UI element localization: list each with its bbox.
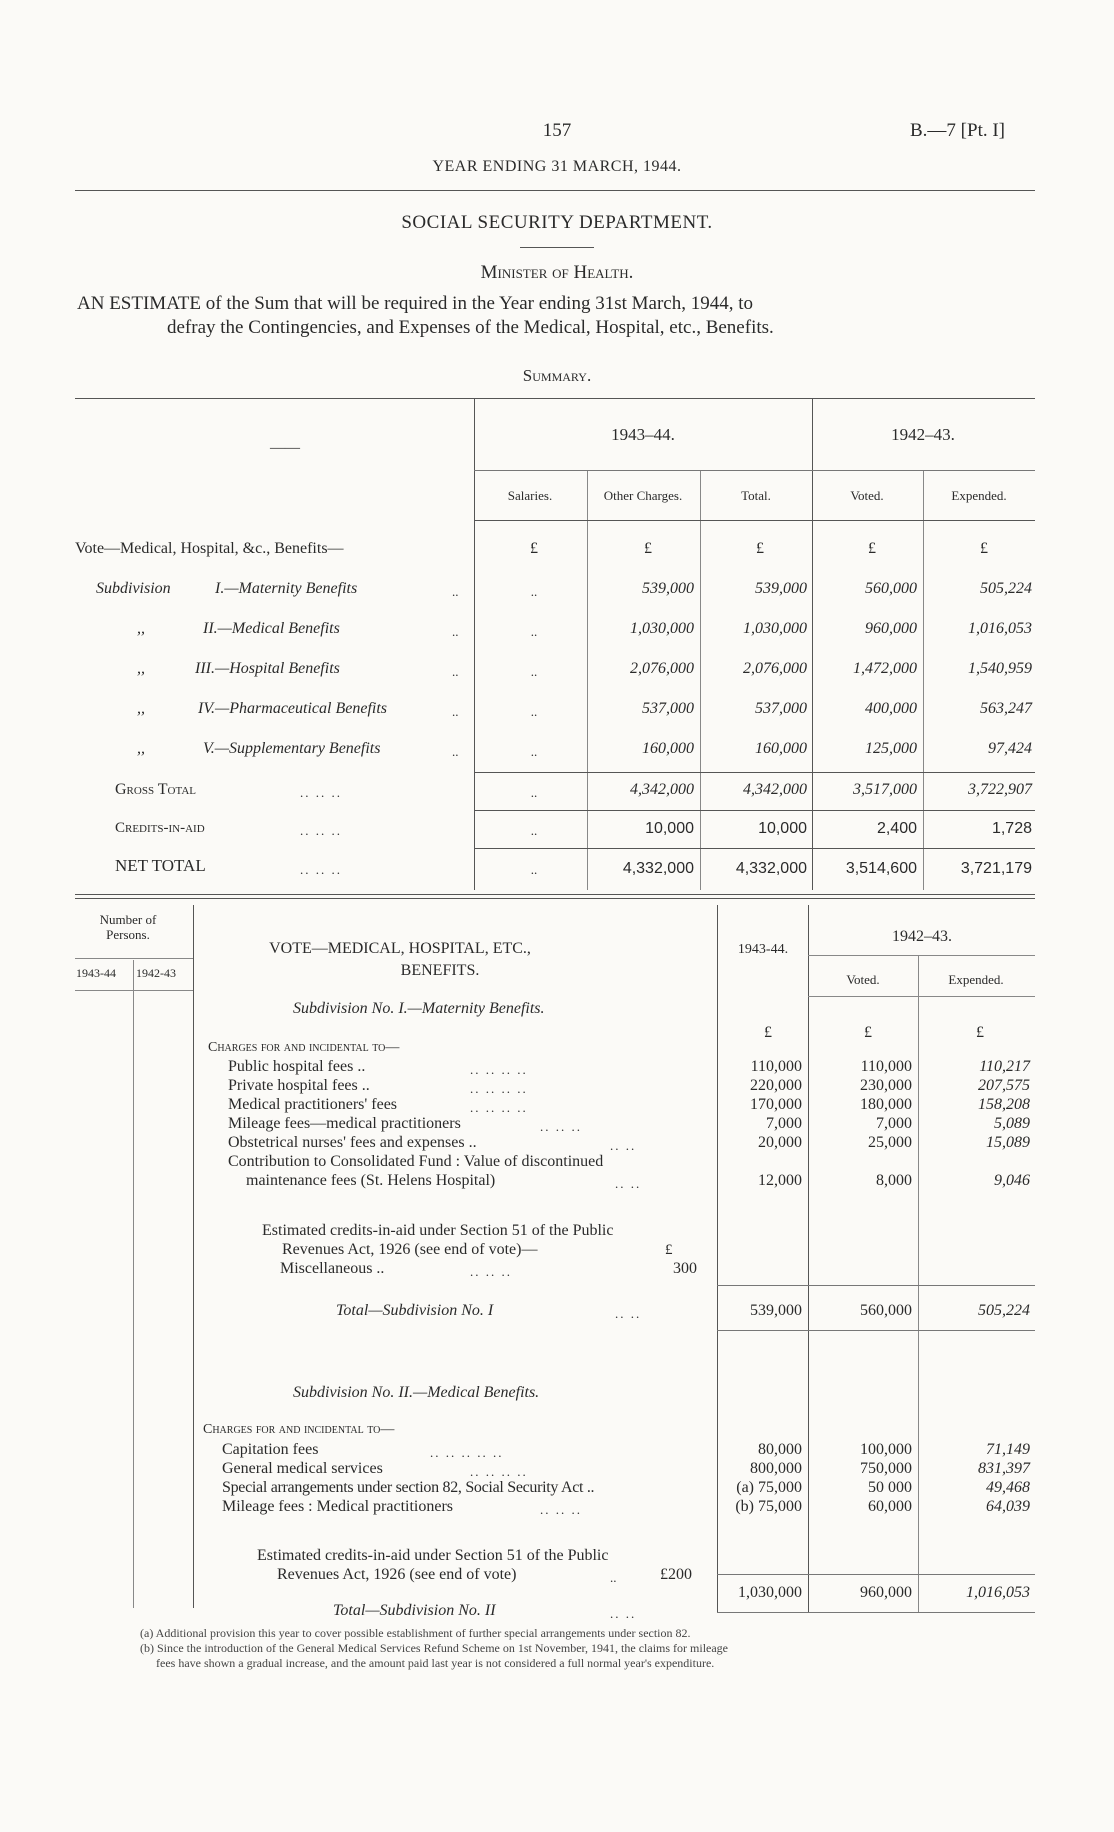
voted-value: 3,517,000 — [853, 781, 917, 798]
detail-col-voted: Voted. — [846, 972, 880, 987]
summary-bottom-rule — [75, 894, 1035, 895]
value-voted: 110,000 — [860, 1058, 912, 1075]
row-label: I.—Maternity Benefits — [215, 580, 358, 597]
expended-value: 1,728 — [991, 820, 1032, 837]
value-1943: 1,030,000 — [738, 1584, 802, 1601]
credits-value: £200 — [660, 1566, 692, 1583]
credits-line-1: Estimated credits-in-aid under Section 51 of the Public — [262, 1222, 614, 1239]
summary-col-1942: 1942–43. — [891, 425, 955, 444]
expended-value: 3,722,907 — [968, 781, 1032, 798]
value-voted: 750,000 — [860, 1460, 912, 1477]
value-expended: 64,039 — [986, 1498, 1030, 1515]
document-reference: B.—7 [Pt. I] — [910, 120, 1005, 141]
summary-divider — [923, 470, 924, 890]
row-label: IV.—Pharmaceutical Benefits — [198, 700, 387, 717]
leader-dots: .. — [452, 744, 459, 759]
pound-sign: £ — [756, 540, 764, 557]
sub2-bottom-rule — [717, 1612, 1035, 1613]
total-value: 4,332,000 — [735, 860, 807, 877]
sub1-title: Subdivision No. I.—Maternity Benefits. — [293, 1000, 545, 1017]
pound-sign: £ — [864, 1024, 872, 1041]
leader-dots: .. — [452, 624, 459, 639]
money-header-rule — [808, 955, 1035, 956]
salaries-value: .. — [530, 785, 538, 800]
value-expended: 15,089 — [986, 1134, 1030, 1151]
item-label: Mileage fees—medical practitioners — [228, 1115, 461, 1132]
pound-sign: £ — [530, 540, 538, 557]
voted-value: 960,000 — [865, 620, 917, 637]
footnote-b: (b) Since the introduction of the General Medical Services Refund Scheme on 1st November, 1941, the claims for mileage — [140, 1641, 729, 1655]
pound-sign: £ — [980, 540, 988, 557]
summary-divider — [700, 470, 701, 890]
row-prefix: ,, — [137, 660, 145, 677]
header-rule — [75, 190, 1035, 191]
salaries-value: .. — [530, 862, 538, 877]
other-charges-value: 4,342,000 — [630, 781, 694, 798]
persons-rule — [75, 958, 193, 959]
credits-label: Credits-in-aid — [115, 820, 205, 836]
voted-value: 125,000 — [865, 740, 917, 757]
credits-line-2: Revenues Act, 1926 (see end of vote) — [277, 1566, 517, 1583]
value-1943: 800,000 — [750, 1460, 802, 1477]
leader-dots: .. — [452, 584, 459, 599]
value-1943: (a) 75,000 — [736, 1479, 802, 1496]
other-charges-value: 4,332,000 — [622, 860, 694, 877]
net-rule — [474, 848, 1035, 849]
leader-dots: .. .. — [615, 1176, 642, 1191]
leader-dots: .. .. .. .. — [470, 1464, 528, 1479]
item-label: Mileage fees : Medical practitioners — [222, 1498, 454, 1515]
voted-value: 2,400 — [876, 820, 917, 837]
leader-dots: .. .. — [610, 1138, 637, 1153]
col-salaries: Salaries. — [507, 488, 553, 503]
leader-dots: .. .. .. — [300, 823, 342, 838]
total-label: Total—Subdivision No. II — [333, 1602, 496, 1619]
other-charges-value: 1,030,000 — [630, 620, 694, 637]
value-expended: 71,149 — [986, 1441, 1030, 1458]
salaries-value: .. — [530, 664, 538, 679]
summary-bottom-rule — [75, 898, 1035, 899]
persons-rule — [75, 990, 193, 991]
estimate-line-1: AN ESTIMATE of the Sum that will be required in the Year ending 31st March, 1944, to — [77, 293, 753, 314]
value-voted: 8,000 — [876, 1172, 912, 1189]
sub1-charges-heading: Charges for and incidental to— — [208, 1040, 400, 1055]
total-value: 10,000 — [758, 820, 807, 837]
total-value: 537,000 — [755, 700, 807, 717]
gross-total-label: Gross Total — [115, 781, 197, 798]
persons-divider — [133, 960, 134, 1608]
footnote-a: (a) Additional provision this year to cover possible establishment of further special arrangements under section 82. — [140, 1626, 691, 1640]
number-of-persons: Number of Persons. — [99, 912, 157, 942]
leader-dots: .. .. — [610, 1606, 637, 1621]
summary-header-bottom-rule — [474, 520, 1035, 521]
pound-sign: £ — [644, 540, 652, 557]
row-label: V.—Supplementary Benefits — [203, 740, 381, 757]
salaries-value: .. — [530, 744, 538, 759]
voted-value: 560,000 — [865, 580, 917, 597]
expended-value: 1,016,053 — [968, 620, 1032, 637]
value-1943: 170,000 — [750, 1096, 802, 1113]
leader-dots: .. .. — [615, 1306, 642, 1321]
row-prefix: Subdivision — [96, 580, 171, 597]
value-expended: 110,217 — [979, 1058, 1030, 1075]
value-1943: 220,000 — [750, 1077, 802, 1094]
expended-value: 97,424 — [988, 740, 1032, 757]
item-label: Obstetrical nurses' fees and expenses .. — [228, 1134, 477, 1151]
leader-dots: .. .. .. .. — [470, 1081, 528, 1096]
value-1943: 110,000 — [750, 1058, 802, 1075]
total-value: 160,000 — [755, 740, 807, 757]
value-1943: 12,000 — [758, 1172, 802, 1189]
total-label: Total—Subdivision No. I — [336, 1302, 494, 1319]
row-label: II.—Medical Benefits — [203, 620, 340, 637]
credits-line-1: Estimated credits-in-aid under Section 51 of the Public — [257, 1547, 609, 1564]
voted-value: 1,472,000 — [853, 660, 917, 677]
value-voted: 960,000 — [860, 1584, 912, 1601]
value-expended: 207,575 — [978, 1077, 1030, 1094]
total-value: 2,076,000 — [743, 660, 807, 677]
misc-value: 300 — [673, 1260, 697, 1277]
summary-title: Summary. — [522, 366, 592, 385]
value-voted: 25,000 — [868, 1134, 912, 1151]
item-label: Public hospital fees .. — [228, 1058, 366, 1075]
leader-dots: .. .. .. — [470, 1264, 512, 1279]
other-charges-value: 160,000 — [642, 740, 694, 757]
year-line: YEAR ENDING 31 MARCH, 1944. — [432, 158, 682, 175]
value-expended: 831,397 — [978, 1460, 1030, 1477]
value-1943: 80,000 — [758, 1441, 802, 1458]
leader-dots: .. — [452, 664, 459, 679]
item-label: Private hospital fees .. — [228, 1077, 370, 1094]
salaries-value: .. — [530, 704, 538, 719]
value-voted: 560,000 — [860, 1302, 912, 1319]
detail-col-expended: Expended. — [948, 972, 1004, 987]
leader-dots: .. .. .. — [540, 1502, 582, 1517]
summary-subheader-rule — [474, 470, 1035, 471]
item-label: Capitation fees — [222, 1441, 319, 1458]
value-voted: 7,000 — [876, 1115, 912, 1132]
title-rule — [520, 247, 594, 248]
credits-pound: £ — [665, 1242, 673, 1258]
summary-divider — [587, 470, 588, 890]
persons-year-1942: 1942-43 — [136, 966, 176, 980]
net-total-label: NET TOTAL — [115, 856, 206, 875]
value-expended: 158,208 — [978, 1096, 1030, 1113]
vote-label: Vote—Medical, Hospital, &c., Benefits— — [75, 540, 344, 557]
summary-divider — [812, 398, 813, 890]
misc-label: Miscellaneous .. — [280, 1260, 385, 1277]
summary-top-rule — [75, 398, 1035, 399]
pound-sign: £ — [764, 1024, 772, 1041]
col-total: Total. — [741, 488, 771, 503]
row-prefix: ,, — [137, 700, 145, 717]
money-divider — [918, 955, 919, 1613]
other-charges-value: 539,000 — [642, 580, 694, 597]
item-label: General medical services — [222, 1460, 383, 1477]
expended-value: 3,721,179 — [960, 860, 1032, 877]
col-voted: Voted. — [850, 488, 884, 503]
summary-divider — [474, 398, 475, 890]
value-1943: (b) 75,000 — [735, 1498, 802, 1515]
value-1943: 539,000 — [750, 1302, 802, 1319]
leader-dots: .. .. .. .. .. — [430, 1445, 504, 1460]
department-title: SOCIAL SECURITY DEPARTMENT. — [401, 212, 713, 233]
credits-rule — [474, 810, 1035, 811]
expended-value: 505,224 — [980, 580, 1032, 597]
leader-dots: .. .. .. — [300, 862, 342, 877]
expended-value: 563,247 — [980, 700, 1032, 717]
salaries-value: .. — [530, 624, 538, 639]
detail-col-1943: 1943-44. — [737, 942, 789, 957]
voted-value: 3,514,600 — [845, 860, 917, 877]
sub2-title: Subdivision No. II.—Medical Benefits. — [293, 1384, 540, 1401]
pound-sign: £ — [868, 540, 876, 557]
other-charges-value: 10,000 — [645, 820, 694, 837]
item-label: Medical practitioners' fees — [228, 1096, 398, 1113]
gross-rule — [474, 772, 1035, 773]
detail-col-1942: 1942–43. — [892, 928, 952, 945]
leader-dots: .. .. .. — [540, 1119, 582, 1134]
money-divider — [808, 905, 809, 1613]
value-expended: 5,089 — [994, 1115, 1030, 1132]
other-charges-value: 2,076,000 — [630, 660, 694, 677]
other-charges-value: 537,000 — [642, 700, 694, 717]
row-label: III.—Hospital Benefits — [195, 660, 340, 677]
persons-divider — [193, 905, 194, 1608]
leader-dots: .. — [610, 1570, 617, 1585]
minister-line: Minister of Health. — [480, 262, 634, 283]
sub1-total-rule — [717, 1285, 1035, 1286]
summary-col-1943: 1943–44. — [611, 425, 675, 444]
leader-dots: .. .. .. — [300, 785, 342, 800]
credits-line-2: Revenues Act, 1926 (see end of vote)— — [282, 1241, 538, 1258]
value-expended: 9,046 — [994, 1172, 1030, 1189]
leader-dots: .. .. .. .. — [470, 1062, 528, 1077]
col-expended: Expended. — [951, 488, 1007, 503]
contribution-line-1: Contribution to Consolidated Fund : Value of discontinued — [228, 1153, 604, 1170]
vote-title-line-1: VOTE—MEDICAL, HOSPITAL, ETC., — [269, 940, 531, 957]
value-voted: 230,000 — [860, 1077, 912, 1094]
persons-year-1943: 1943-44 — [76, 966, 116, 980]
value-voted: 100,000 — [860, 1441, 912, 1458]
col-other-charges: Other Charges. — [603, 488, 683, 503]
value-voted: 180,000 — [860, 1096, 912, 1113]
leader-dots: .. — [452, 704, 459, 719]
total-value: 1,030,000 — [743, 620, 807, 637]
value-voted: 50 000 — [868, 1479, 912, 1496]
value-1943: 7,000 — [766, 1115, 802, 1132]
value-expended: 49,468 — [986, 1479, 1030, 1496]
item-label: Special arrangements under section 82, Social Security Act .. — [222, 1479, 595, 1496]
value-expended: 1,016,053 — [966, 1584, 1030, 1601]
salaries-value: .. — [530, 823, 538, 838]
row-prefix: ,, — [137, 740, 145, 757]
page-number: 157 — [542, 120, 572, 141]
contribution-line-2: maintenance fees (St. Helens Hospital) — [246, 1172, 496, 1189]
footnote-b-continued: fees have shown a gradual increase, and the amount paid last year is not considered a full normal year's expenditure. — [156, 1656, 715, 1670]
value-1943: 20,000 — [758, 1134, 802, 1151]
voted-value: 400,000 — [865, 700, 917, 717]
estimate-line-2: defray the Contingencies, and Expenses of the Medical, Hospital, etc., Benefits. — [167, 317, 774, 338]
sub1-bottom-rule — [717, 1330, 1035, 1331]
value-expended: 505,224 — [978, 1302, 1030, 1319]
row-prefix: ,, — [137, 620, 145, 637]
total-value: 539,000 — [755, 580, 807, 597]
sub2-total-rule — [717, 1574, 1035, 1575]
summary-dash: —— — [270, 440, 300, 456]
leader-dots: .. .. .. .. — [470, 1100, 528, 1115]
vote-title-line-2: BENEFITS. — [400, 962, 480, 979]
total-value: 4,342,000 — [743, 781, 807, 798]
salaries-value: .. — [530, 584, 538, 599]
sub2-charges-heading: Charges for and incidental to— — [203, 1422, 395, 1437]
expended-value: 1,540,959 — [968, 660, 1032, 677]
value-voted: 60,000 — [868, 1498, 912, 1515]
money-header-bottom-rule — [808, 996, 1035, 997]
pound-sign: £ — [976, 1024, 984, 1041]
